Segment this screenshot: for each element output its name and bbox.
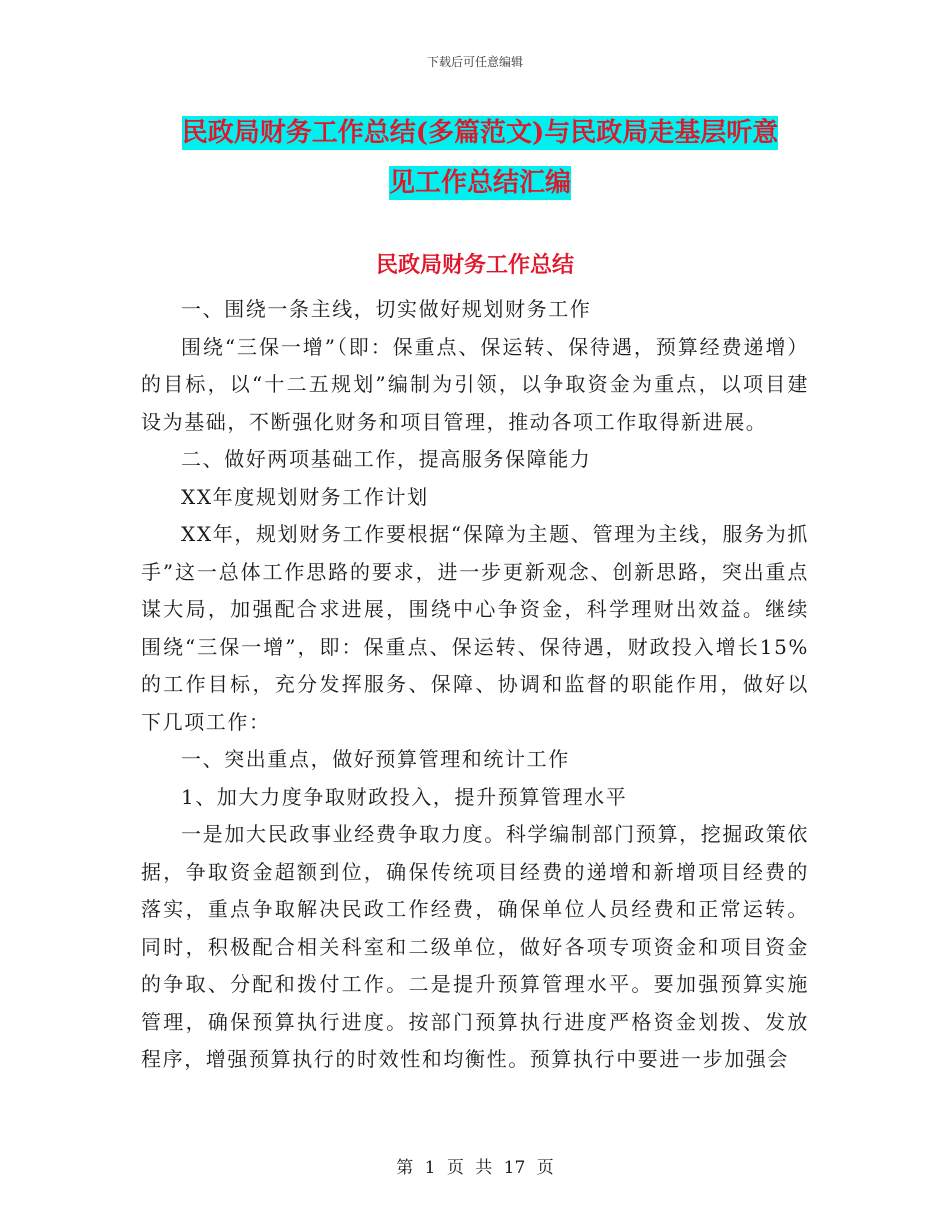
paragraph: XX年，规划财务工作要根据“保障为主题、管理为主线，服务为抓手”这一总体工作思路的要求，进一步更新观念、创新思路，突出重点谋大局，加强配合求进展，围绕中心争资金，科学理财出效益。继续围绕“三保一增”，即：保重点、保运转、保待遇，财政投入增长15%的工作目标，充分发挥服务、保障、协调和监督的职能作用，做好以下几项工作： (141, 522, 809, 734)
document-body (141, 291, 809, 1079)
paragraph: 一是加大民政事业经费争取力度。科学编制部门预算，挖掘政策依据，争取资金超额到位，确保传统项目经费的递增和新增项目经费的落实，重点争取解决民政工作经费，确保单位人员经费和正常运转。同时，积极配合相关科室和二级单位，做好各项专项资金和项目资金的争取、分配和拨付工作。二是提升预算管理水平。要加强预算实施管理，确保预算执行进度。按部门预算执行进度严格资金划拨、发放程序，增强预算执行的时效性和均衡性。预算执行中要进一步加强会 (141, 822, 809, 1071)
paragraph: 围绕“三保一增”（即：保重点、保运转、保待遇，预算经费递增）的目标，以“十二五规划”编制为引领，以争取资金为重点，以项目建设为基础，不断强化财务和项目管理，推动各项工作取得新进展。 (141, 334, 809, 434)
paragraph: 一、围绕一条主线，切实做好规划财务工作 (181, 297, 592, 321)
paragraph: 一、突出重点，做好预算管理和统计工作 (181, 747, 570, 771)
paragraph: XX年度规划财务工作计划 (181, 484, 429, 509)
document-title (140, 108, 820, 208)
section-title: 民政局财务工作总结 (375, 252, 574, 278)
page-footer-number: 第 1 页 共 17 页 (396, 1158, 554, 1178)
document-title-line-2: 见工作总结汇编 (388, 168, 571, 198)
paragraph: 二、做好两项基础工作，提高服务保障能力 (181, 447, 592, 471)
document-title-line-1: 民政局财务工作总结(多篇范文)与民政局走基层听意 (181, 118, 779, 148)
paragraph: 1、加大力度争取财政投入，提升预算管理水平 (181, 784, 628, 809)
page-header-note: 下载后可任意编辑 (426, 55, 523, 69)
